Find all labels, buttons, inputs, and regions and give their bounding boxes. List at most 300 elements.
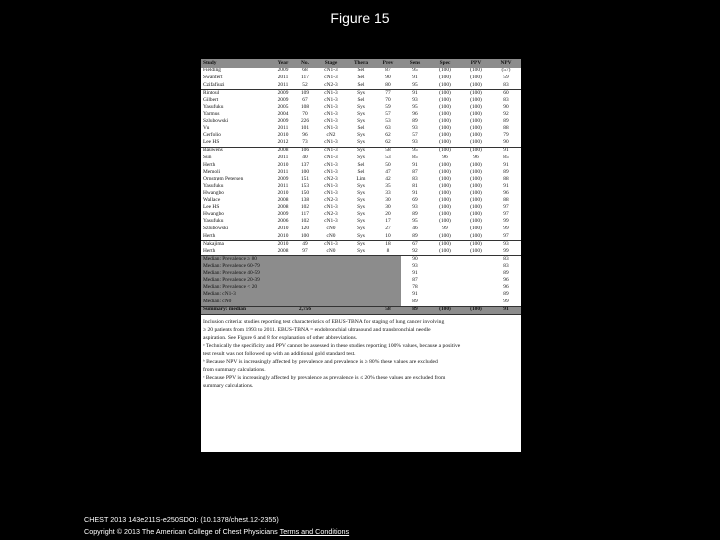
table-cell: 2010 (277, 232, 289, 239)
table-cell: 40 (302, 154, 308, 161)
table-row (201, 240, 521, 248)
table-cell: 88 (503, 125, 509, 132)
table-cell: Sys (347, 147, 375, 155)
table-cell: 96 (302, 132, 308, 139)
table-cell: (57) (501, 67, 511, 74)
median-sens: 91 (412, 270, 418, 276)
table-cell: 2010 (271, 240, 295, 248)
table-cell: 91 (412, 161, 418, 168)
table-cell: Sys (357, 197, 365, 204)
table-cell: Sys (357, 232, 365, 239)
table-cell: 120 (300, 225, 310, 232)
table-cell: (100) (439, 197, 451, 204)
table-cell: Lim (356, 175, 366, 182)
footnote-line: ᵇ Because NPV is increasingly affected by prevalence and prevalence is ≥ 80% these values are excluded (203, 359, 438, 366)
table-cell: 2005 (277, 103, 289, 110)
table-cell: 95 (412, 81, 418, 88)
table-cell: cN1-3 (324, 168, 338, 175)
table-cell: 89 (503, 118, 509, 124)
median-npv: 96 (503, 277, 509, 284)
table-cell: (100) (470, 247, 482, 254)
table-cell: Sel (357, 168, 365, 175)
table-cell: 2008 (277, 197, 289, 204)
table-cell: 49 (295, 240, 315, 248)
table-cell: 8 (386, 247, 390, 254)
table-cell: Fielding (203, 67, 221, 74)
median-sens: 91 (412, 291, 418, 298)
median-label: Median: Prevalence 60-79 (201, 263, 401, 270)
table-cell: Herth (203, 247, 216, 254)
table-cell: 52 (302, 81, 308, 88)
table-row (201, 68, 521, 75)
table-cell: 58 (375, 147, 401, 155)
table-cell: 81 (412, 183, 418, 189)
median-sens: 78 (412, 284, 418, 291)
table-cell: Sel (357, 96, 365, 103)
summary-cell (315, 306, 375, 314)
table-cell: 91 (401, 89, 429, 97)
table-cell: cN2-3 (324, 211, 338, 218)
table-cell: (100) (470, 74, 482, 81)
table-cell: Czifafiuzi (203, 81, 225, 88)
table-cell: 97 (302, 247, 308, 254)
table-cell: 100 (300, 168, 310, 175)
table-cell: 77 (375, 89, 401, 97)
table-cell: 2009 (277, 118, 289, 124)
table-cell: 57 (385, 111, 391, 117)
table-cell: Sel (357, 67, 365, 74)
table-cell: cN2-3 (324, 197, 338, 204)
table-cell: 2010 (277, 190, 289, 196)
table-cell: Yarmus (203, 111, 220, 117)
table-cell: 33 (385, 190, 391, 196)
median-row (201, 255, 521, 263)
table-cell: (100) (439, 125, 451, 132)
table-cell: 88 (503, 175, 509, 182)
median-label: Median: Prevalence 40-59 (201, 270, 401, 277)
table-cell: cN1-3 (324, 161, 338, 168)
median-row (201, 277, 521, 284)
table-row (201, 226, 521, 233)
median-row (201, 299, 521, 307)
summary-cell: (100) (461, 306, 491, 314)
median-row (201, 263, 521, 270)
table-cell: 2011 (277, 74, 289, 81)
table-cell: Sys (357, 218, 365, 225)
table-cell: cN1-3 (324, 111, 338, 117)
table-cell: 83 (503, 96, 509, 103)
table-cell: 91 (491, 147, 521, 155)
table-cell: (100) (470, 211, 482, 218)
median-label: Median: cN0 (201, 299, 401, 307)
column-header: Study (201, 59, 271, 68)
table-cell: Sys (347, 240, 375, 248)
table-cell: 2008 (271, 147, 295, 155)
table-cell: 101 (300, 125, 310, 132)
table-cell: cN1-3 (324, 118, 338, 124)
table-cell: 79 (503, 132, 509, 139)
table-cell: 96 (503, 190, 509, 196)
median-label: Median: Prevalence 20-39 (201, 277, 401, 284)
table-cell: 57 (412, 132, 418, 139)
table-row (201, 169, 521, 176)
table-cell: 42 (385, 175, 391, 182)
table-cell: 153 (300, 183, 310, 189)
table-cell: 89 (412, 211, 418, 218)
table-cell: 95 (412, 67, 418, 74)
table-cell: 102 (300, 204, 310, 211)
table-row (201, 183, 521, 190)
table-cell: (100) (470, 111, 482, 117)
table-cell: Gilbert (203, 96, 219, 103)
table-cell: (100) (470, 175, 482, 182)
table-cell: cN2-3 (324, 81, 338, 88)
table-cell: 2011 (277, 81, 289, 88)
table-cell: 117 (301, 211, 309, 218)
table-cell: Sel (357, 74, 365, 81)
table-cell: 53 (385, 154, 391, 161)
table-cell: 106 (295, 147, 315, 155)
table-cell: (100) (439, 161, 451, 168)
median-label: Median: Prevalence ≥ 80 (201, 255, 401, 263)
table-cell: (100) (470, 118, 482, 124)
table-cell: (100) (470, 190, 482, 196)
table-cell: 93 (412, 204, 418, 211)
median-blank (429, 270, 491, 277)
table-cell: (100) (439, 204, 451, 211)
table-cell: (100) (439, 81, 451, 88)
table-cell: 59 (385, 103, 391, 110)
table-cell: cN2-3 (324, 175, 338, 182)
table-cell: 30 (385, 197, 391, 204)
table-cell: Wallace (203, 197, 221, 204)
table-cell: 97 (503, 211, 509, 218)
table-cell: (100) (439, 190, 451, 196)
table-cell: 99 (442, 225, 448, 232)
table-cell: Sys (357, 211, 365, 218)
table-cell: cN0 (326, 247, 336, 254)
table-cell: 102 (300, 218, 310, 225)
table-cell: 88 (503, 197, 509, 204)
table-cell: 2011 (277, 154, 289, 161)
table-cell: (100) (470, 81, 482, 88)
table-cell: Sys (357, 139, 365, 146)
table-cell: 30 (385, 204, 391, 211)
table-cell: (100) (429, 147, 461, 155)
table-cell: Ornstrøm Petersen (203, 175, 244, 182)
table-cell: Hwangbo (203, 190, 224, 196)
table-row (201, 162, 521, 169)
table-cell: Yasufuku (203, 103, 224, 110)
summary-cell: 91 (491, 306, 521, 314)
footnote-line: summary calculations. (203, 383, 254, 390)
table-cell: 92 (503, 111, 509, 117)
table-cell: 2012 (277, 139, 289, 146)
table-cell: (100) (461, 89, 491, 97)
table-cell: 2010 (277, 161, 289, 168)
table-cell: cN1-3 (315, 240, 347, 248)
median-label: Median: cN1-3 (201, 291, 401, 298)
table-cell: 68 (302, 67, 308, 74)
footnote-line: ≥ 20 patients from 1993 to 2011. EBUS-TBNA = endobronchial ultrasound and transbronchial needle (203, 326, 431, 333)
table-cell: cN1-3 (324, 190, 338, 196)
table-cell: 2009 (271, 89, 295, 97)
median-row (201, 270, 521, 277)
table-cell: Sun (203, 154, 212, 161)
table-cell: cN1-3 (315, 147, 347, 155)
table-cell: (100) (470, 232, 482, 239)
median-row (201, 284, 521, 291)
table-cell: Sys (357, 190, 365, 196)
table-cell: 95 (401, 147, 429, 155)
table-cell: 2008 (277, 204, 289, 211)
table-footnotes (201, 314, 521, 391)
median-npv: 89 (503, 291, 509, 298)
table-row (201, 197, 521, 204)
copyright-text: Copyright © 2013 The American College of Chest Physicians (84, 527, 278, 536)
summary-cell: 58 (375, 306, 401, 314)
table-cell: 89 (503, 168, 509, 175)
table-cell: 2011 (277, 168, 289, 175)
table-cell: (100) (470, 125, 482, 132)
table-cell: 96 (412, 111, 418, 117)
table-cell: 67 (401, 240, 429, 248)
table-cell: (100) (470, 67, 482, 74)
table-cell: (100) (439, 247, 451, 254)
table-cell: (100) (439, 103, 451, 110)
table-cell: (100) (461, 147, 491, 155)
median-label: Median: Prevalence < 20 (201, 284, 401, 291)
table-cell: 89 (412, 232, 418, 239)
column-header: Thera (347, 59, 375, 68)
table-cell: 138 (300, 197, 310, 204)
table-cell: cN1-3 (324, 139, 338, 146)
footnote-line: from summary calculations. (203, 367, 266, 374)
table-row (201, 176, 521, 183)
footnote-line: ᵃ Technically the specificity and PPV cannot be assessed in these studies reporting 100% values, because a positive (203, 342, 461, 349)
table-cell: 70 (302, 111, 308, 117)
figure-footer (84, 514, 349, 538)
table-cell: 2011 (277, 183, 289, 189)
table-cell: 53 (385, 118, 391, 124)
table-cell: (100) (470, 218, 482, 225)
table-cell: 96 (442, 154, 448, 161)
table-cell: 63 (385, 125, 391, 132)
table-cell: 2004 (277, 111, 289, 117)
table-row (201, 190, 521, 197)
median-npv: 89 (503, 270, 509, 276)
figure-table-image (201, 59, 521, 452)
table-cell: 80 (385, 81, 391, 88)
table-cell: 69 (412, 197, 418, 204)
table-row (201, 111, 521, 118)
table-cell: 90 (385, 74, 391, 81)
median-blank (429, 291, 491, 298)
table-cell: (100) (470, 103, 482, 110)
table-cell: (100) (470, 168, 482, 175)
table-cell: 59 (503, 74, 509, 81)
table-cell: 91 (412, 74, 418, 81)
table-cell: 62 (385, 132, 391, 139)
table-cell: 90 (503, 139, 509, 146)
table-cell: Memoli (203, 168, 221, 175)
median-blank (429, 284, 491, 291)
table-cell: (100) (439, 175, 451, 182)
median-sens: 90 (401, 255, 429, 263)
footnote-line: ᶜ Because PPV is increasingly affected by prevalence as prevalence is ≤ 20% these values are excluded from (203, 375, 446, 382)
table-cell: cN1-3 (324, 74, 338, 81)
column-header: PPV (461, 59, 491, 68)
table-row (201, 97, 521, 104)
median-blank (429, 255, 491, 263)
table-cell: 137 (300, 161, 310, 168)
column-header: Prev (375, 59, 401, 68)
terms-and-conditions-link[interactable]: Terms and Conditions (279, 527, 350, 536)
table-cell: Sys (357, 225, 365, 232)
table-cell: Herth (203, 161, 216, 168)
table-row (201, 248, 521, 256)
table-cell: 92 (412, 247, 418, 254)
column-header: No. (295, 59, 315, 68)
table-cell: (100) (439, 168, 451, 175)
median-npv: 99 (503, 298, 509, 305)
table-cell: 73 (302, 139, 308, 146)
table-cell: (100) (470, 132, 482, 139)
table-cell: Sys (357, 183, 365, 189)
table-cell: (100) (439, 96, 451, 103)
column-header: Sens (401, 59, 429, 68)
median-blank (429, 263, 491, 270)
table-row (201, 132, 521, 139)
table-cell: 2009 (277, 67, 289, 74)
median-sens: 89 (412, 298, 418, 305)
median-sens: 93 (412, 263, 418, 269)
table-cell: Sys (347, 89, 375, 97)
table-cell: (100) (439, 118, 451, 124)
table-cell: (100) (429, 89, 461, 97)
table-cell: Cerfolio (203, 132, 221, 139)
footnote-line: Inclusion criteria: studies reporting test characteristics of EBUS-TBNA for staging of lung cancer involving (203, 318, 445, 325)
column-header: Stage (315, 59, 347, 68)
table-cell: 97 (503, 232, 509, 239)
table-cell: Vu (203, 125, 210, 132)
table-cell: cN1-3 (315, 89, 347, 97)
table-cell: 2008 (277, 247, 289, 254)
table-cell: (100) (439, 111, 451, 117)
table-cell: (100) (439, 218, 451, 225)
table-cell: 91 (503, 161, 509, 168)
median-npv: 96 (503, 284, 509, 291)
table-row (201, 218, 521, 225)
table-row (201, 89, 521, 97)
table-row (201, 233, 521, 241)
table-cell: cN1-3 (324, 125, 338, 132)
table-cell: cN2 (326, 132, 336, 139)
table-cell: (100) (439, 211, 451, 218)
table-row (201, 204, 521, 211)
table-cell: 117 (301, 74, 309, 81)
table-cell: Yasufuku (203, 218, 224, 225)
table-cell: 2010 (277, 132, 289, 139)
table-cell: Lee HS (203, 139, 220, 146)
table-cell: Yasufuku (203, 183, 224, 189)
summary-cell: 89 (401, 306, 429, 314)
table-cell: 2006 (277, 218, 289, 225)
table-cell: 93 (412, 96, 418, 103)
table-cell: 60 (491, 89, 521, 97)
table-header-row (201, 59, 521, 68)
table-cell: 91 (412, 190, 418, 196)
column-header: Spec (429, 59, 461, 68)
table-cell: 20 (385, 211, 391, 218)
table-cell: (100) (470, 183, 482, 189)
table-cell: 67 (302, 96, 308, 103)
table-cell: (100) (470, 96, 482, 103)
median-npv: 83 (491, 255, 521, 263)
table-cell: Bauwens (201, 147, 271, 155)
table-cell: 35 (385, 183, 391, 189)
copyright-line (84, 526, 349, 538)
citation-text: CHEST 2013 143e211S-e250SDOI: (10.1378/chest.12-2355) (84, 515, 279, 524)
table-cell: 96 (473, 154, 479, 161)
table-cell: (100) (439, 74, 451, 81)
table-cell: cN1-3 (324, 103, 338, 110)
table-cell: 27 (385, 225, 391, 232)
table-cell: Szlubowski (203, 118, 229, 124)
table-cell: Hwangbo (203, 211, 224, 218)
table-cell: Sys (357, 103, 365, 110)
table-cell: (100) (470, 204, 482, 211)
table-cell: cN1-3 (324, 218, 338, 225)
table-cell: 85 (503, 154, 509, 161)
table-row (201, 104, 521, 111)
summary-cell: 2,756 (295, 306, 315, 314)
table-cell: 10 (385, 232, 391, 239)
table-cell: 109 (295, 89, 315, 97)
table-cell: Sys (357, 132, 365, 139)
table-cell: (100) (461, 240, 491, 248)
table-cell: (100) (470, 225, 482, 232)
footnote-line: test result was not followed up with an additional gold standard test. (203, 351, 356, 358)
table-cell: 2009 (277, 96, 289, 103)
table-cell: 97 (503, 204, 509, 211)
table-row (201, 155, 521, 162)
table-cell: Lee HS (203, 204, 220, 211)
table-cell: 95 (412, 103, 418, 110)
table-cell: Sys (357, 154, 365, 161)
table-cell: 151 (300, 175, 310, 182)
table-cell: cN1-3 (324, 67, 338, 74)
table-cell: 2010 (277, 225, 289, 232)
figure-title: Figure 15 (330, 10, 390, 26)
table-cell: 50 (385, 161, 391, 168)
table-cell: Szlubowski (203, 225, 229, 232)
table-cell: 99 (503, 225, 509, 232)
table-cell: 87 (412, 168, 418, 175)
table-cell: 2009 (277, 175, 289, 182)
table-cell: 99 (503, 247, 509, 254)
table-cell: 2009 (277, 211, 289, 218)
median-sens: 87 (412, 277, 418, 284)
table-cell: Rintoul (201, 89, 271, 97)
column-header: Year (271, 59, 295, 68)
table-cell: 93 (412, 125, 418, 132)
table-row (201, 125, 521, 132)
table-row (201, 139, 521, 147)
table-cell: Sys (357, 204, 365, 211)
table-cell: (100) (439, 139, 451, 146)
table-cell: 90 (503, 103, 509, 110)
